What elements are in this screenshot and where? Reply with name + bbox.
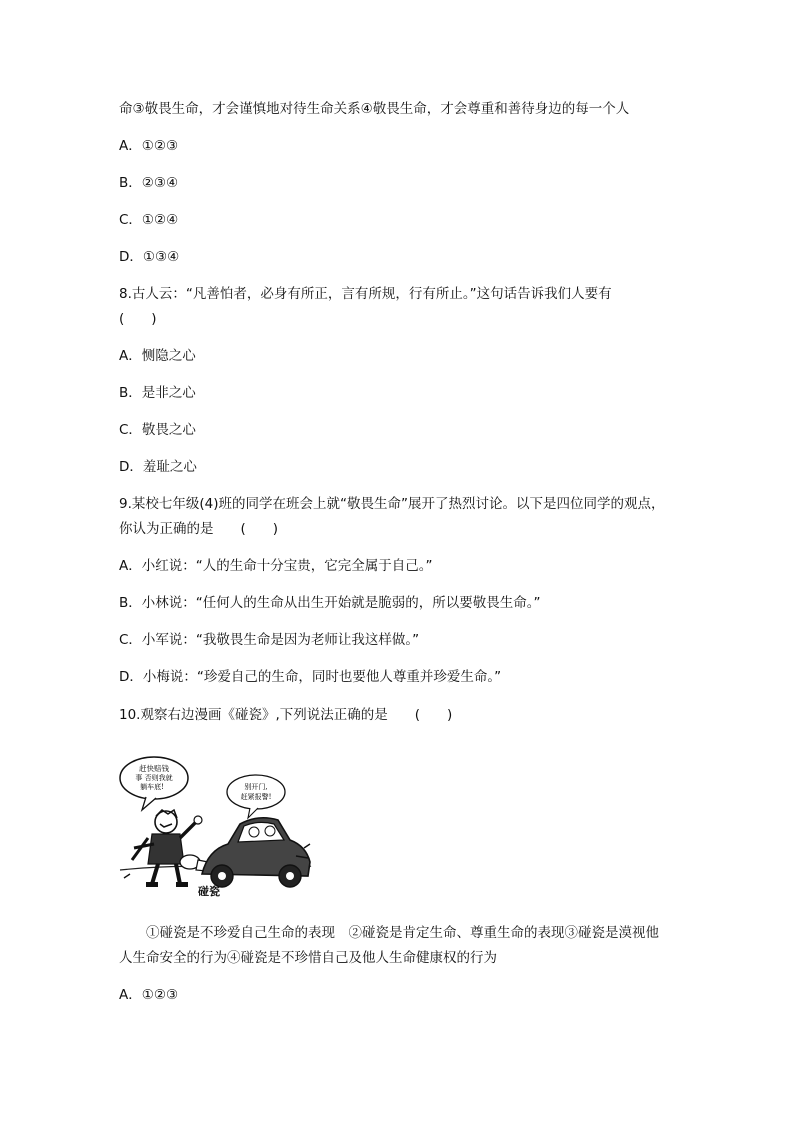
q8-option-b: B．是非之心 bbox=[119, 385, 196, 401]
q9-option-a: A．小红说：“人的生命十分宝贵，它完全属于自己。” bbox=[119, 558, 433, 574]
q9-option-c: C．小军说：“我敬畏生命是因为老师让我这样做。” bbox=[119, 632, 420, 648]
q7-stem-tail: 命③敬畏生命，才会谨慎地对待生命关系④敬畏生命，才会尊重和善待身边的每一个人 bbox=[119, 101, 630, 117]
comic-bubble-left-line1: 赶快赔钱 bbox=[139, 764, 169, 773]
q10-statements-line2: 人生命安全的行为④碰瓷是不珍惜自己及他人生命健康权的行为 bbox=[119, 950, 497, 966]
q9-stem-line2: 你认为正确的是 ( ) bbox=[119, 521, 279, 537]
q9-stem-line1: 9.某校七年级(4)班的同学在班会上就“敬畏生命”展开了热烈讨论。以下是四位同学的观点， bbox=[119, 496, 665, 512]
q7-option-c: C．①②④ bbox=[119, 212, 179, 228]
q9-option-d: D．小梅说：“珍爱自己的生命，同时也要他人尊重并珍爱生命。” bbox=[119, 669, 502, 685]
q8-stem-line1: 8.古人云：“凡善怕者，必身有所正，言有所规，行有所止。”这句话告诉我们人要有 bbox=[119, 286, 612, 302]
comic-bubble-left-line2: 事 否则我就 bbox=[135, 774, 173, 782]
pengci-comic-image bbox=[118, 752, 313, 902]
q7-option-a: A．①②③ bbox=[119, 138, 179, 154]
q7-option-b: B．②③④ bbox=[119, 175, 179, 191]
q7-option-d: D．①③④ bbox=[119, 249, 180, 265]
comic-bubble-right-line1: 别开门, bbox=[244, 783, 268, 791]
q8-option-c: C．敬畏之心 bbox=[119, 422, 196, 438]
comic-caption: 碰瓷 bbox=[198, 885, 220, 898]
q8-stem-line2: ( ) bbox=[119, 311, 157, 327]
q10-option-a: A．①②③ bbox=[119, 987, 179, 1003]
comic-bubble-left-line3: 躺车底! bbox=[140, 783, 164, 791]
q9-option-b: B．小林说：“任何人的生命从出生开始就是脆弱的，所以要敬畏生命。” bbox=[119, 595, 541, 611]
q8-option-d: D．羞耻之心 bbox=[119, 459, 197, 475]
comic-bubble-right-line2: 赶紧报警! bbox=[240, 793, 272, 801]
q10-stem: 10.观察右边漫画《碰瓷》,下列说法正确的是 ( ) bbox=[119, 707, 453, 723]
q8-option-a: A．恻隐之心 bbox=[119, 348, 196, 364]
q10-statements-line1: ①碰瓷是不珍爱自己生命的表现 ②碰瓷是肯定生命、尊重生命的表现③碰瓷是漠视他 bbox=[119, 925, 659, 941]
